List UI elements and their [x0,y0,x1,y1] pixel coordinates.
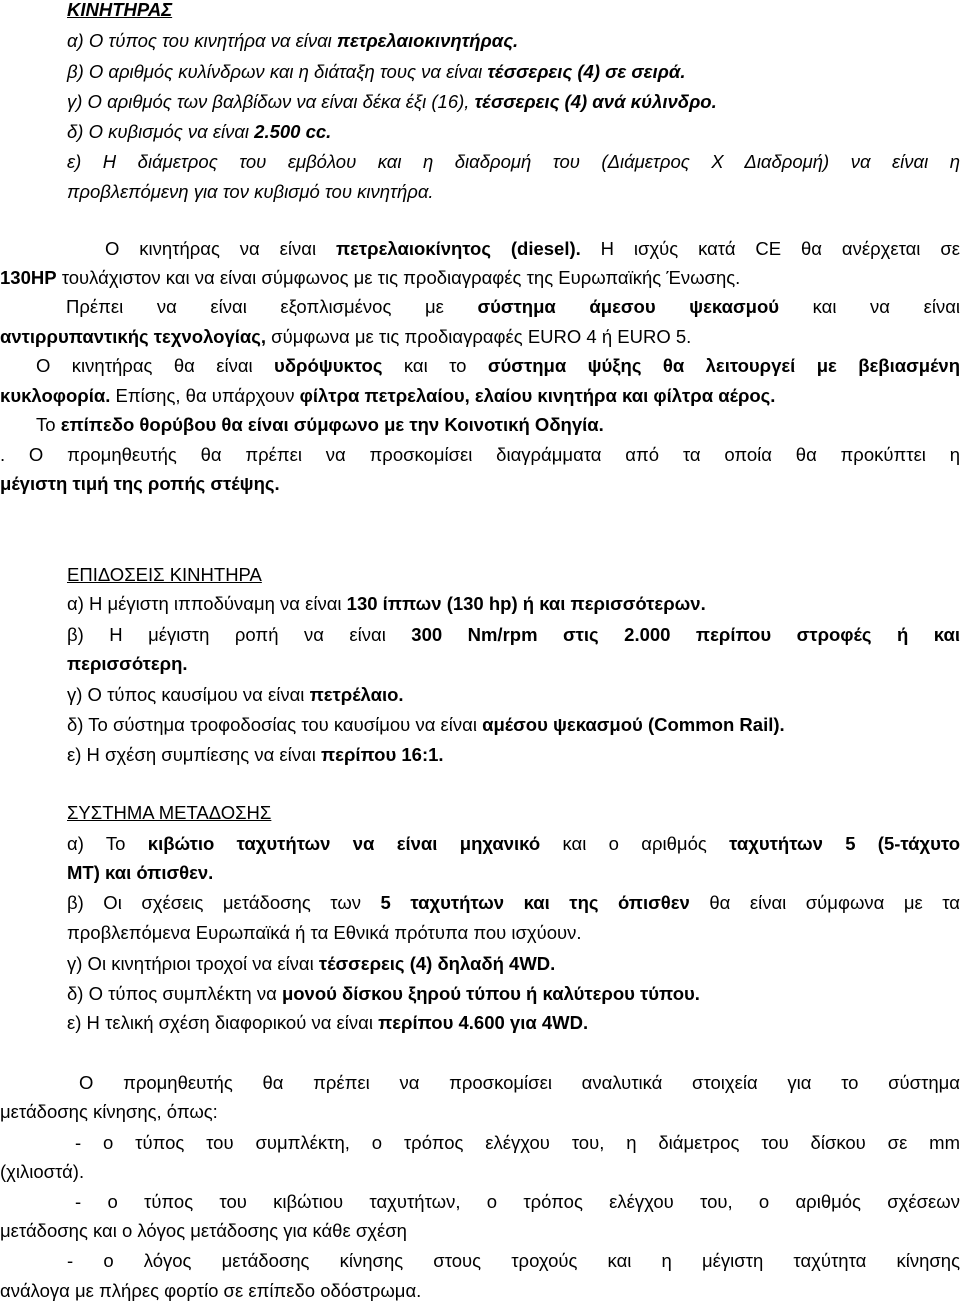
engine-para-line6: κυκλοφορία. Επίσης, θα υπάρχουν φίλτρα πετρελαίου, ελαίου κινητήρα και φίλτρα αέρος. [0,385,776,406]
engine-item-e-line1: ε) Η διάμετρος του εμβόλου και η διαδρομή του (Διάμετρος Χ Διαδρομή) να είναι η [67,151,960,172]
performance-item-c: γ) Ο τύπος καυσίμου να είναι πετρέλαιο. [67,684,404,705]
engine-item-a: α) Ο τύπος του κινητήρα να είναι πετρελαιοκινητήρας. [67,30,519,51]
engine-item-d: δ) Ο κυβισμός να είναι 2.500 cc. [67,121,332,142]
supplier-item2-line2: μετάδοσης και ο λόγος μετάδοσης για κάθε σχέση [0,1220,407,1241]
engine-item-e-line2: προβλεπόμενη για τον κυβισμό του κινητήρα. [67,181,434,202]
performance-item-e: ε) Η σχέση συμπίεσης να είναι περίπου 16:1. [67,744,444,765]
performance-item-d: δ) Το σύστημα τροφοδοσίας του καυσίμου να είναι αμέσου ψεκασμού (Common Rail). [67,714,785,735]
engine-para-line3: Πρέπει να είναι εξοπλισμένος με σύστημα άμεσου ψεκασμού και να είναι [66,296,960,317]
transmission-item-b-line1: β) Οι σχέσεις μετάδοσης των 5 ταχυτήτων και της όπισθεν θα είναι σύμφωνα με τα [67,892,960,913]
supplier-line1: Ο προμηθευτής θα πρέπει να προσκομίσει αναλυτικά στοιχεία για το σύστημα [79,1072,960,1093]
engine-para-line7: Το επίπεδο θορύβου θα είναι σύμφωνο με την Κοινοτική Οδηγία. [36,414,604,435]
engine-para-line5: Ο κινητήρας θα είναι υδρόψυκτος και το σύστημα ψύξης θα λειτουργεί με βεβιασμένη [36,355,960,376]
engine-para-line9: μέγιστη τιμή της ροπής στέψης. [0,473,280,494]
supplier-item1-line2: (χιλιοστά). [0,1161,85,1182]
supplier-item3-line1: - ο λόγος μετάδοσης κίνησης στους τροχούς και η μέγιστη ταχύτητα κίνησης [67,1250,960,1271]
transmission-item-e: ε) Η τελική σχέση διαφορικού να είναι περίπου 4.600 για 4WD. [67,1012,589,1033]
transmission-item-a-line1: α) Το κιβώτιο ταχυτήτων να είναι μηχανικό και ο αριθμός ταχυτήτων 5 (5-τάχυτο [67,833,960,854]
supplier-item1-line1: - ο τύπος του συμπλέκτη, ο τρόπος ελέγχου του, η διάμετρος του δίσκου σε mm [75,1132,960,1153]
engine-para-line1: Ο κινητήρας να είναι πετρελαιοκίνητος (diesel). Η ισχύς κατά CE θα ανέρχεται σε [105,238,960,259]
transmission-heading: ΣΥΣΤΗΜΑ ΜΕΤΑΔΟΣΗΣ [67,802,272,823]
transmission-item-a-line2: ΜΤ) και όπισθεν. [67,862,214,883]
performance-item-b-line1: β) Η μέγιστη ροπή να είναι 300 Nm/rpm στις 2.000 περίπου στροφές ή και [67,624,960,645]
performance-heading: ΕΠΙΔΟΣΕΙΣ ΚΙΝΗΤΗΡΑ [67,564,262,585]
engine-para-line2: 130HP τουλάχιστον και να είναι σύμφωνος με τις προδιαγραφές της Ευρωπαϊκής Ένωσης. [0,267,741,288]
supplier-item3-line2: ανάλογα με πλήρες φορτίο σε επίπεδο οδόστρωμα. [0,1280,422,1301]
performance-item-b-line2: περισσότερη. [67,653,188,674]
engine-heading: ΚΙΝΗΤΗΡΑΣ [67,0,173,20]
supplier-item2-line1: - ο τύπος του κιβώτιου ταχυτήτων, ο τρόπος ελέγχου του, ο αριθμός σχέσεων [75,1191,960,1212]
engine-para-line4: αντιρρυπαντικής τεχνολογίας, σύμφωνα με τις προδιαγραφές EURO 4 ή EURO 5. [0,326,692,347]
performance-item-a: α) Η μέγιστη ιπποδύναμη να είναι 130 ίππων (130 hp) ή και περισσότερων. [67,593,706,614]
transmission-item-d: δ) Ο τύπος συμπλέκτη να μονού δίσκου ξηρού τύπου ή καλύτερου τύπου. [67,983,700,1004]
transmission-item-b-line2: προβλεπόμενα Ευρωπαϊκά ή τα Εθνικά πρότυπα που ισχύουν. [67,922,582,943]
engine-item-c: γ) Ο αριθμός των βαλβίδων να είναι δέκα έξι (16), τέσσερεις (4) ανά κύλινδρο. [67,91,717,112]
supplier-line2: μετάδοσης κίνησης, όπως: [0,1101,218,1122]
engine-para-line8: . Ο προμηθευτής θα πρέπει να προσκομίσει διαγράμματα από τα οποία θα προκύπτει η [0,444,960,465]
transmission-item-c: γ) Οι κινητήριοι τροχοί να είναι τέσσερεις (4) δηλαδή 4WD. [67,953,556,974]
engine-item-b: β) Ο αριθμός κυλίνδρων και η διάταξη τους να είναι τέσσερεις (4) σε σειρά. [67,61,686,82]
